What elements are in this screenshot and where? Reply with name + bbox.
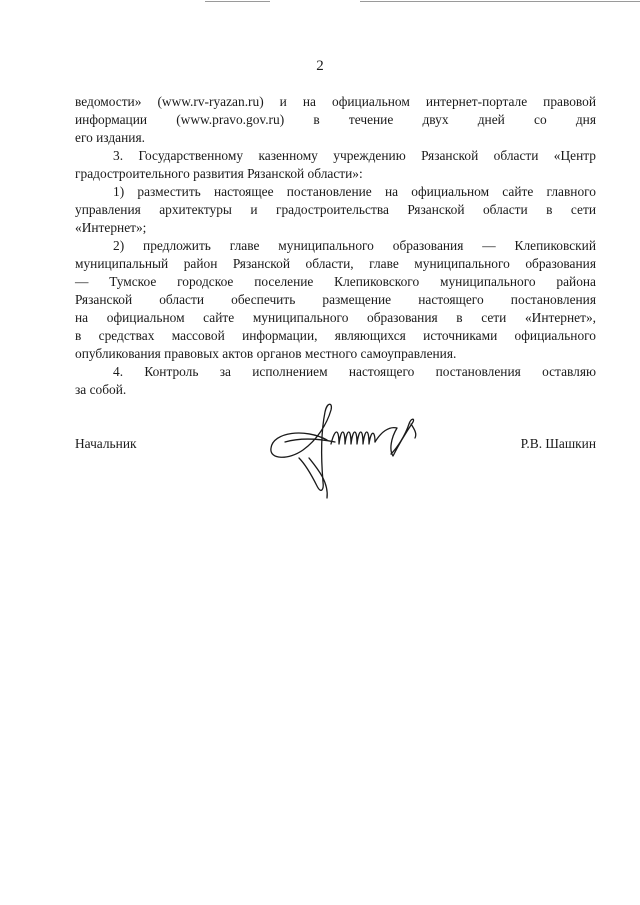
text-line: 4. Контроль за исполнением настоящего постановления оставляю	[113, 364, 596, 379]
page-number: 2	[316, 58, 324, 74]
text-line: «Интернет»;	[75, 220, 147, 235]
text-line: Рязанской области обеспечить размещение настоящего постановления	[75, 292, 596, 307]
text-line: опубликования правовых актов органов местного самоуправления.	[75, 346, 457, 361]
scan-artifact-line	[360, 1, 640, 2]
text-line: за собой.	[75, 382, 127, 397]
text-line: информации (www.pravo.gov.ru) в течение двух дней со дня	[75, 112, 596, 127]
text-line: в средствах массовой информации, являющихся источниками официального	[75, 328, 596, 343]
text-line: 1) разместить настоящее постановление на официальном сайте главного	[113, 184, 596, 199]
signature-block	[75, 428, 596, 508]
position-title: Начальник	[75, 436, 137, 451]
text-line: муниципальный район Рязанской области, главе муниципального образования	[75, 256, 596, 271]
text-line: 3. Государственному казенному учреждению Рязанской области «Центр	[113, 148, 596, 163]
text-line: ведомости» (www.rv-ryazan.ru) и на официальном интернет-портале правовой	[75, 94, 596, 109]
text-line: 2) предложить главе муниципального образования — Клепиковский	[113, 238, 596, 253]
text-line: его издания.	[75, 130, 145, 145]
document-body	[75, 93, 596, 399]
text-line: управления архитектуры и градостроительства Рязанской области в сети	[75, 202, 596, 217]
text-line: на официальном сайте муниципального образования в сети «Интернет»,	[75, 310, 596, 325]
text-line: — Тумское городское поселение Клепиковского муниципального района	[75, 274, 596, 289]
handwritten-signature	[265, 398, 425, 508]
scan-artifact-line	[205, 1, 270, 2]
signer-name: Р.В. Шашкин	[520, 436, 596, 451]
text-line: градостроительного развития Рязанской области»:	[75, 166, 363, 181]
